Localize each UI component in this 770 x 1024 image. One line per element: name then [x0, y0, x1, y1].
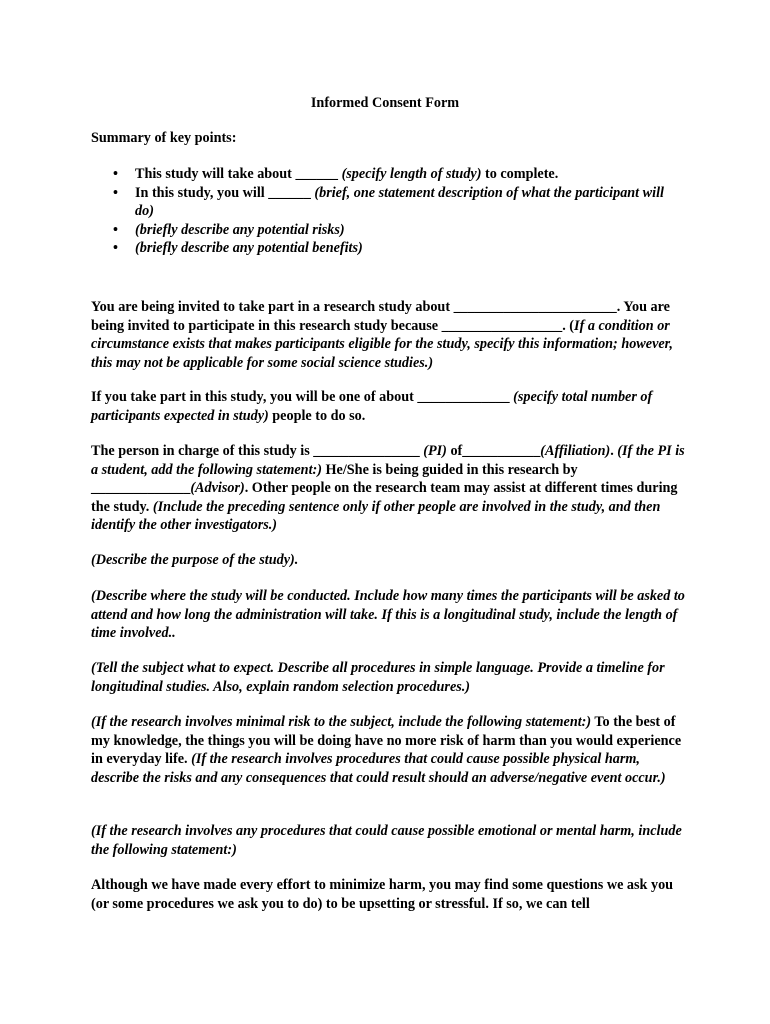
participants-text-end: people to do so. [268, 407, 366, 424]
invitation-instruction: If a condition or circumstance exists that makes participants eligible for the study, specify this information; however, this may not be applicable for some social science studies.) [91, 317, 673, 371]
personnel-text: The person in charge of this study is _______________ [91, 443, 424, 459]
bullet-text: In this study, you will ______ [135, 184, 315, 201]
key-points-list [91, 165, 681, 258]
bullet-icon: • [113, 240, 118, 257]
summary-heading: Summary of key points: [91, 130, 237, 146]
bullet-icon: • [113, 166, 118, 182]
list-item [91, 184, 681, 221]
affiliation-label: (Affiliation) [540, 443, 611, 459]
investigators-instruction: (Include the preceding sentence only if other people are involved in the study, and then identify the other investigators.) [91, 498, 661, 534]
location-paragraph: (Describe where the study will be conducted. Include how many times the participants will be asked to attend and how long the administration will take. If this is a longitudinal study, include the length of time involved.. [91, 588, 685, 642]
bullet-text: This study will take about ______ [135, 166, 342, 182]
risk-instruction: (If the research involves minimal risk to the subject, include the following statement:) [91, 714, 592, 730]
personnel-text: of___________ [446, 443, 541, 459]
list-item [91, 221, 681, 240]
physical-harm-instruction: (If the research involves procedures that could cause possible physical harm, describe the risks and any consequences that could result should an adverse/negative event occur.) [91, 751, 666, 786]
procedures-paragraph: (Tell the subject what to expect. Describe all procedures in simple language. Provide a timeline for longitudinal studies. Also, explain random selection procedures.) [91, 660, 665, 695]
risk-text: To the best of my knowledge, the things you will be doing have no more risk of harm than you would experience in everyday life. [91, 714, 682, 768]
participants-text: If you take part in this study, you will be one of about _____________ [91, 389, 514, 405]
list-item [91, 165, 681, 184]
invitation-text: You are being invited to take part in a research study about _______________________. You are being invited to participate in this research study because _________________. ( [91, 299, 670, 334]
student-instruction: (If the PI is a student, add the following statement:) [91, 443, 685, 478]
invitation-paragraph [91, 298, 686, 372]
emotional-harm-paragraph: (If the research involves any procedures that could cause possible emotional or mental harm, include the following statement:) [91, 823, 682, 858]
personnel-text: . [610, 443, 618, 459]
bullet-instruction: (specify length of study) [341, 166, 482, 182]
purpose-paragraph: (Describe the purpose of the study). [91, 552, 299, 568]
advisor-label: (Advisor) [190, 480, 245, 497]
pi-label: (PI) [423, 443, 447, 459]
risk-paragraph [91, 713, 686, 787]
personnel-paragraph [91, 442, 686, 535]
bullet-icon: • [113, 221, 118, 238]
personnel-text: He/She is being guided in this research by ______________ [91, 461, 578, 497]
personnel-text: . Other people on the research team may assist at different times during the study. [91, 480, 678, 515]
bullet-instruction: (briefly describe any potential benefits) [135, 240, 363, 257]
bullet-instruction: (briefly describe any potential risks) [135, 221, 345, 238]
participants-instruction: (specify total number of participants expected in study) [91, 389, 653, 424]
list-item [91, 239, 681, 258]
participants-paragraph [91, 388, 686, 425]
document-title: Informed Consent Form [310, 95, 460, 111]
harm-minimization-paragraph: Although we have made every effort to minimize harm, you may find some questions we ask you (or some procedures we ask you to do) to be upsetting or stressful. If so, we can tell [91, 877, 674, 912]
bullet-icon: • [113, 184, 118, 201]
bullet-instruction: (brief, one statement description of what the participant will do) [135, 184, 664, 220]
bullet-text-end: to complete. [481, 166, 559, 182]
